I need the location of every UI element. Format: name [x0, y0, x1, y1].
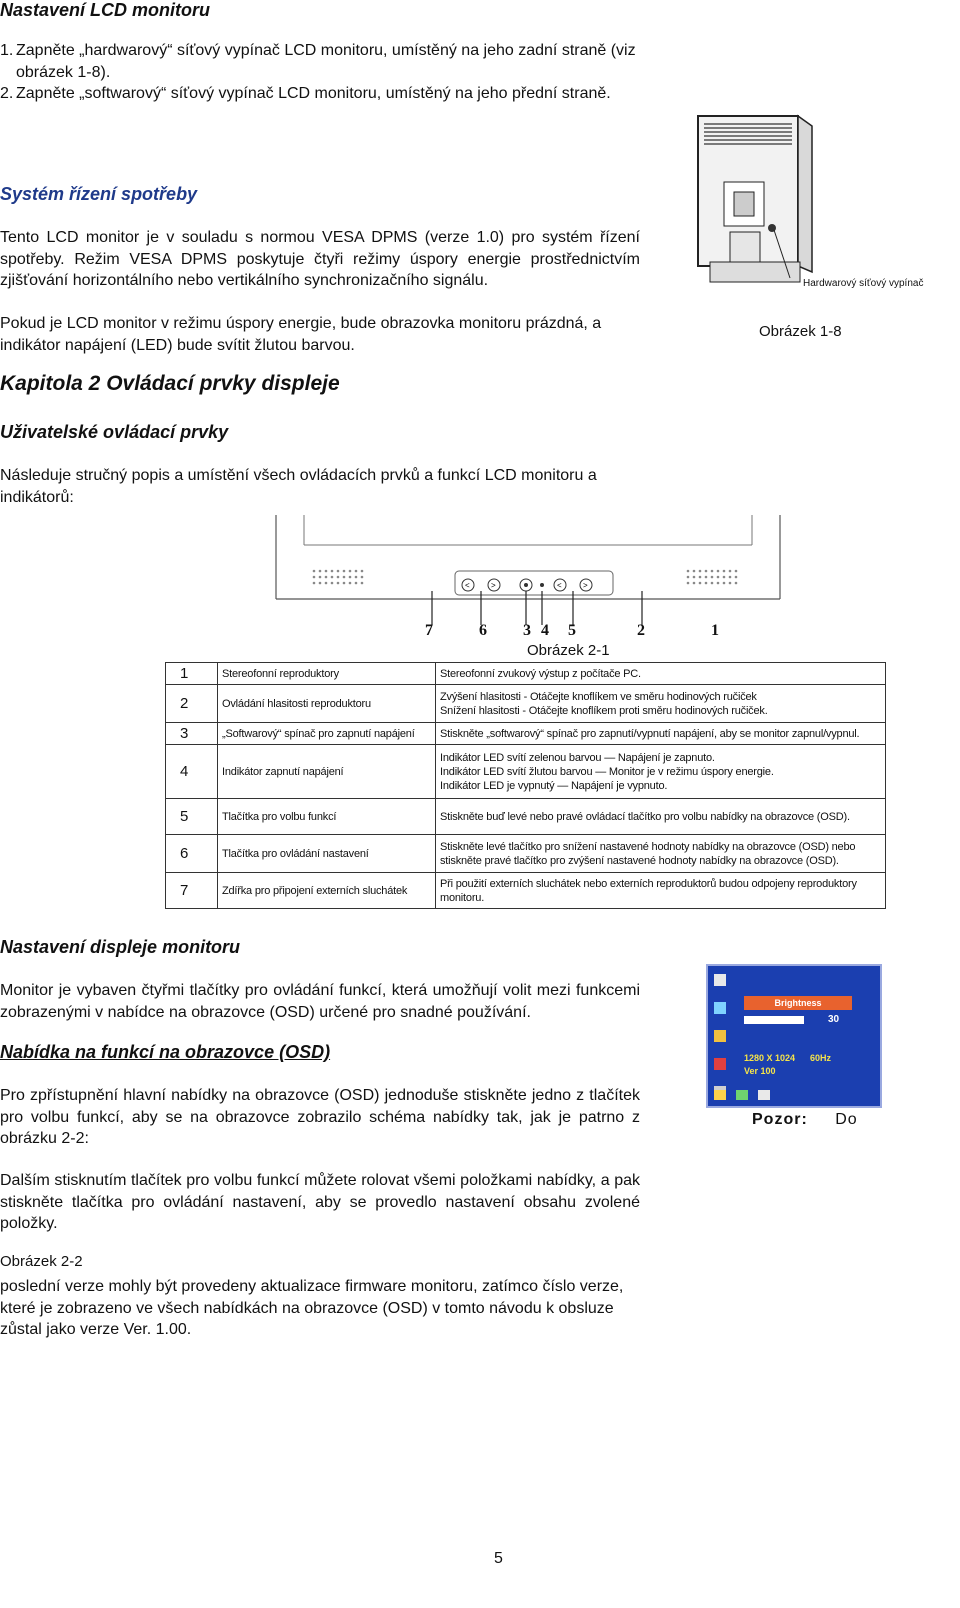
figure-1-8-caption: Obrázek 1-8 — [759, 323, 842, 340]
osd-menu-screenshot — [706, 964, 882, 1108]
power-paragraph-1: Tento LCD monitor je v souladu s normou VESA DPMS (verze 1.0) pro systém řízení spotřeby. Režim VESA DPMS poskytuje čtyři režimy úspory energie prostřednictvím zjišťování horizontálního nebo vertikálního synchronizačního signálu. — [0, 229, 640, 289]
section-title-lcd-setup: Nastavení LCD monitoru — [0, 0, 211, 20]
brightness-icon — [714, 974, 726, 986]
contrast-icon — [714, 1002, 726, 1014]
svg-text:<: < — [557, 581, 562, 590]
osd-frequency: 60Hz — [810, 1053, 832, 1063]
list-item: 1. Zapněte „hardwarový“ síťový vypínač LCD monitoru, umístěný na jeho zadní straně (viz obrázek 1-8). — [0, 42, 636, 81]
position-icon — [714, 1030, 726, 1042]
callout-7: 7 — [425, 622, 433, 639]
callout-6: 6 — [479, 622, 487, 639]
controls-table — [165, 662, 886, 909]
osd-selected-item: Brightness — [744, 996, 852, 1010]
menu-icon — [714, 1090, 726, 1100]
osd-value: 30 — [828, 1014, 840, 1025]
note-label: Pozor: — [752, 1111, 808, 1128]
table-row: 5 Tlačítka pro volbu funkcí Stiskněte buď levé nebo pravé ovládací tlačítko pro volbu nabídky na obrazovce (OSD). — [166, 799, 886, 835]
callout-3: 3 — [523, 622, 531, 639]
osd-left-icons — [714, 974, 730, 1098]
section-title-osd: Nabídka na funkcí na obrazovce (OSD) — [0, 1042, 331, 1062]
callout-2: 2 — [637, 622, 645, 639]
osd-paragraph-3: poslední verze mohly být provedeny aktualizace firmware monitoru, zatímco číslo verze, které je zobrazeno ve všech nabídkách na obrazovce (OSD) v tomto návodu k obsluze zůstal jako verze Ver. 1.00. — [0, 1278, 624, 1338]
note-text: Do — [835, 1111, 858, 1128]
hardware-switch-label: Hardwarový síťový vypínač — [803, 278, 924, 289]
setup-steps — [0, 40, 640, 105]
table-row: 1 Stereofonní reproduktory Stereofonní zvukový výstup z počítače PC. — [166, 663, 886, 685]
power-paragraph-2: Pokud je LCD monitor v režimu úspory energie, bude obrazovka monitoru prázdná, a indikátor napájení (LED) bude svítit žlutou barvou. — [0, 315, 602, 354]
chapter-title: Kapitola 2 Ovládací prvky displeje — [0, 372, 340, 395]
table-row: 4 Indikátor zapnutí napájení Indikátor LED svítí zelenou barvou — Napájení je zapnuto. Indikátor LED svítí žlutou barvou — Monitor je v režimu úspory energie. Indikátor LED je vypnutý — Napájení je vypnuto. — [166, 745, 886, 799]
table-row: 6 Tlačítka pro ovládání nastavení Stiskněte levé tlačítko pro snížení nastavené hodnoty nabídky na obrazovce (OSD) nebo stiskněte pravé tlačítko pro zvýšení nastavené hodnoty nabídky na obrazovce (OSD). — [166, 835, 886, 873]
table-row: 3 „Softwarový“ spínač pro zapnutí napájení Stiskněte „softwarový“ spínač pro zapnutí/vypnutí napájení, aby se monitor zapnul/vypnul. — [166, 723, 886, 745]
monitor-back-illustration — [690, 112, 850, 292]
svg-text:>: > — [491, 581, 496, 590]
figure-2-1-numbers — [425, 622, 735, 642]
section-title-user-controls: Uživatelské ovládací prvky — [0, 422, 229, 442]
callout-5: 5 — [568, 622, 576, 639]
svg-text:<: < — [465, 581, 470, 590]
callout-1: 1 — [711, 622, 719, 639]
table-row: 2 Ovládání hlasitosti reproduktoru Zvýšení hlasitosti - Otáčejte knoflíkem ve směru hodinových ručiček Snížení hlasitosti - Otáčejte knoflíkem proti směru hodinových ručiček. — [166, 685, 886, 723]
table-row: 7 Zdířka pro připojení externích sluchátek Při použití externích sluchátek nebo externích reproduktorů budou odpojeny reproduktory monitoru. — [166, 873, 886, 909]
svg-text:>: > — [583, 581, 588, 590]
controls-intro: Následuje stručný popis a umístění všech ovládacích prvků a funkcí LCD monitoru a indikátorů: — [0, 467, 597, 506]
osd-level-bar — [744, 1016, 804, 1024]
list-item: 2. Zapněte „softwarový“ síťový vypínač LCD monitoru, umístěný na jeho přední straně. — [0, 85, 611, 102]
monitor-front-illustration — [270, 515, 790, 625]
figure-2-2-caption: Obrázek 2-2 — [0, 1253, 83, 1270]
section-title-display-setup: Nastavení displeje monitoru — [0, 937, 241, 957]
color-icon — [714, 1058, 726, 1070]
recall-icon — [736, 1090, 748, 1100]
display-setup-paragraph: Monitor je vybaven čtyřmi tlačítky pro ovládání funkcí, která umožňují volit mezi funkcemi zobrazenými v nabídce na obrazovce (OSD) určené pro snadné používání. — [0, 982, 640, 1021]
osd-version: Ver 100 — [744, 1066, 776, 1076]
osd-paragraph-1: Pro zpřístupnění hlavní nabídky na obrazovce (OSD) jednoduše stiskněte jedno z tlačítek pro volbu funkcí, aby se na obrazovce zobrazilo schéma nabídky tak, jak je patrno z obrázku 2-2: — [0, 1087, 640, 1147]
info-icon — [758, 1090, 770, 1100]
callout-4: 4 — [541, 622, 549, 639]
page-number: 5 — [494, 1550, 503, 1567]
osd-bottom-icons — [714, 1090, 770, 1100]
osd-resolution: 1280 X 1024 — [744, 1053, 796, 1063]
osd-note — [752, 1111, 858, 1129]
figure-2-1-caption: Obrázek 2-1 — [527, 642, 610, 659]
section-title-power: Systém řízení spotřeby — [0, 184, 198, 204]
osd-paragraph-2: Dalším stisknutím tlačítek pro volbu funkcí můžete rolovat všemi položkami nabídky, a pak stiskněte tlačítka pro ovládání nastavení, aby se provedlo nastavení obsahu zvolené položky. — [0, 1172, 640, 1232]
